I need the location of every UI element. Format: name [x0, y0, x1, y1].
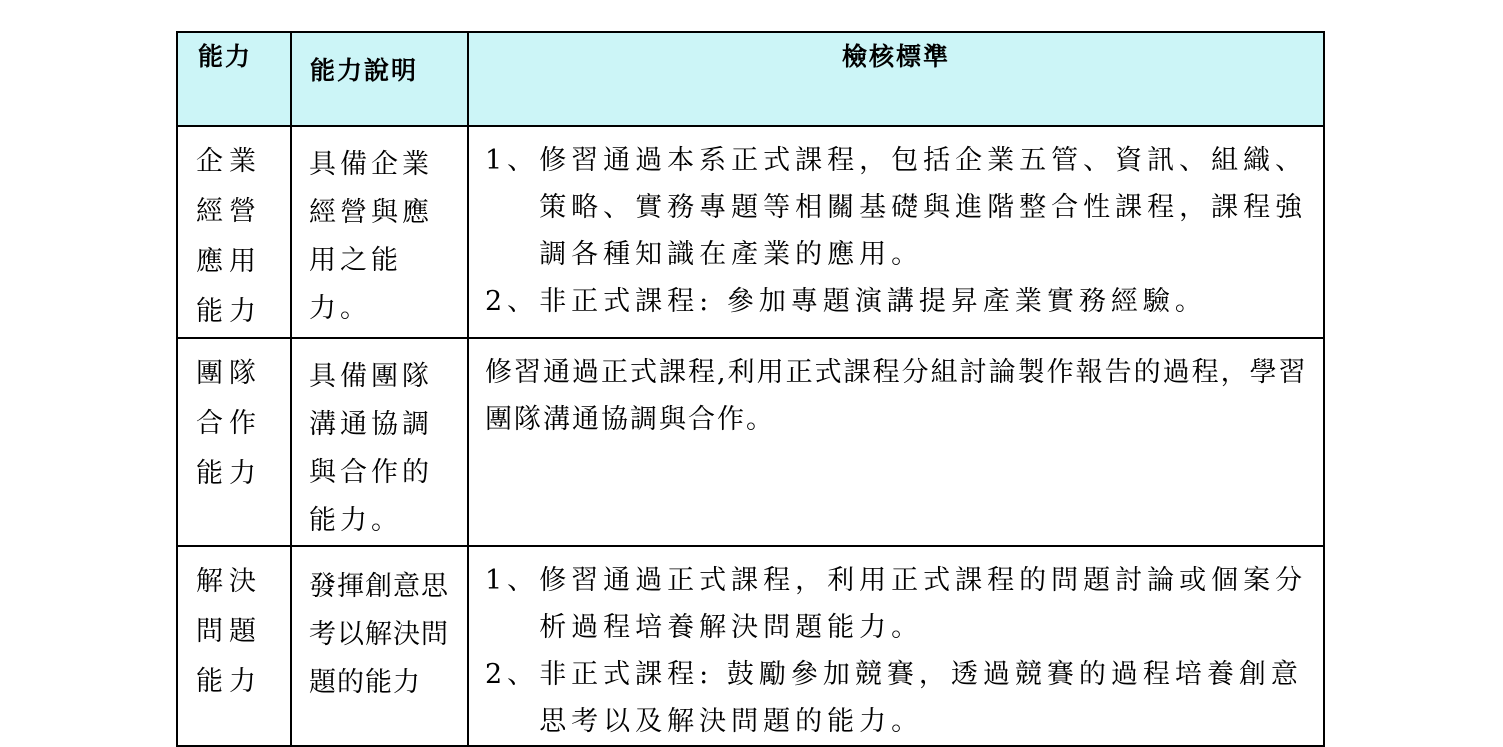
description-line: 力。 — [309, 293, 371, 324]
criteria-cell — [468, 338, 1324, 546]
ability-cell — [177, 546, 291, 746]
criteria-text: 修習通過正式課程，利用正式課程的問題討論或個案分析過程培養解決問題能力。 — [539, 565, 1308, 643]
criteria-number: 1、 — [485, 565, 540, 596]
description-line: 經營與應 — [309, 197, 433, 228]
criteria-text: 修習通過正式課程,利用正式課程分組討論製作報告的過程，學習團隊溝通協調與合作。 — [485, 357, 1308, 435]
description-line: 溝通協調 — [309, 409, 433, 440]
description-cell — [291, 338, 468, 546]
ability-cell — [177, 338, 291, 546]
criteria-number: 1、 — [485, 145, 540, 176]
description-line: 與合作的 — [309, 457, 433, 488]
criteria-item — [485, 651, 1311, 745]
ability-line: 應用 — [196, 246, 262, 277]
ability-line: 能力 — [196, 296, 262, 327]
header-ability: 能力 — [177, 32, 291, 126]
criteria-item — [485, 557, 1311, 651]
description-line: 能力。 — [309, 505, 402, 536]
description-cell — [291, 126, 468, 338]
header-ability-description: 能力說明 — [291, 32, 468, 126]
criteria-item — [485, 278, 1311, 325]
description-line: 發揮創意思 — [309, 571, 449, 602]
ability-line: 能力 — [196, 666, 262, 697]
description-line: 題的能力 — [309, 667, 421, 698]
ability-line: 問題 — [196, 616, 262, 647]
table-row — [177, 546, 1324, 746]
ability-line: 解決 — [196, 566, 262, 597]
criteria-item — [485, 137, 1311, 278]
table-row — [177, 338, 1324, 546]
criteria-number: 2、 — [485, 659, 540, 690]
description-line: 考以解決問 — [309, 619, 449, 650]
ability-line: 能力 — [196, 458, 262, 489]
ability-line: 合作 — [196, 408, 262, 439]
criteria-cell — [468, 126, 1324, 338]
header-assessment-criteria: 檢核標準 — [468, 32, 1324, 126]
ability-cell — [177, 126, 291, 338]
ability-line: 經營 — [196, 196, 262, 227]
criteria-text: 修習通過本系正式課程，包括企業五管、資訊、組織、策略、實務專題等相關基礎與進階整合性課程，課程強調各種知識在產業的應用。 — [539, 145, 1308, 270]
criteria-text: 非正式課程: 鼓勵參加競賽，透過競賽的過程培養創意思考以及解決問題的能力。 — [539, 659, 1303, 737]
description-line: 具備團隊 — [309, 361, 433, 392]
ability-criteria-table — [176, 31, 1325, 747]
ability-line: 團隊 — [196, 358, 262, 389]
criteria-cell — [468, 546, 1324, 746]
criteria-number: 2、 — [485, 286, 540, 317]
criteria-text: 非正式課程: 參加專題演講提昇產業實務經驗。 — [539, 286, 1207, 317]
table-row — [177, 126, 1324, 338]
ability-line: 企業 — [196, 146, 262, 177]
table-header-row — [177, 32, 1324, 126]
description-cell — [291, 546, 468, 746]
description-line: 用之能 — [309, 245, 402, 276]
description-line: 具備企業 — [309, 149, 433, 180]
